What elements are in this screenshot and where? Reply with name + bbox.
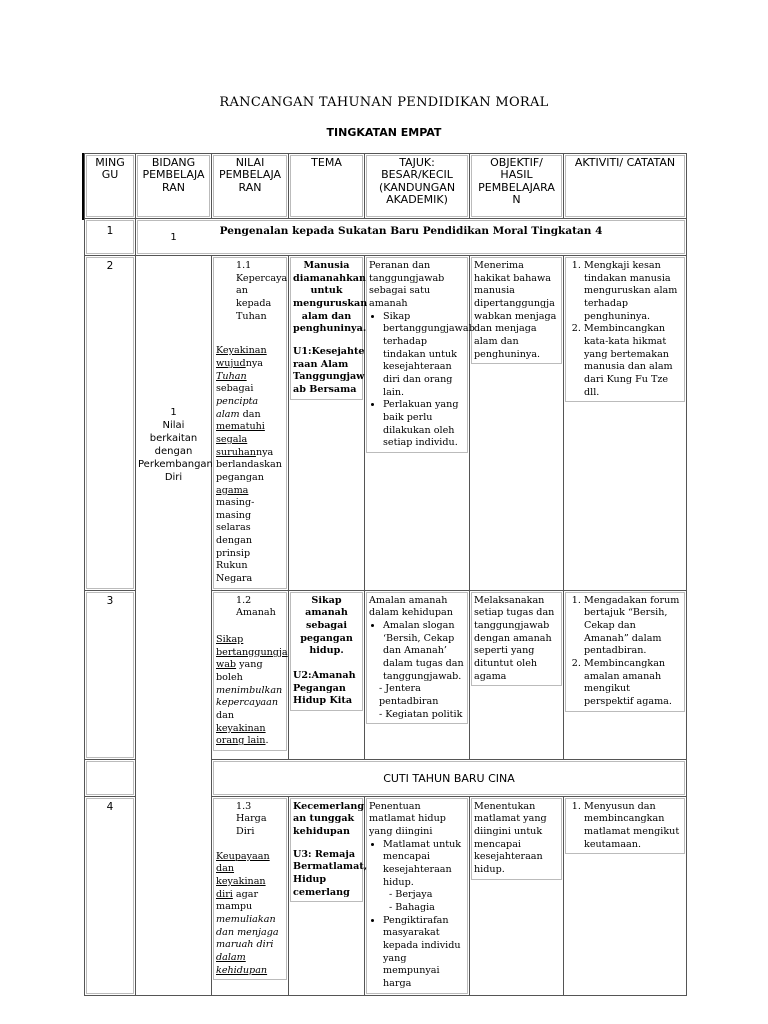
nilai-cell [213, 592, 287, 751]
bidang-number-bottom: 1 [170, 231, 177, 243]
holiday-label: CUTI TAHUN BARU CINA [213, 761, 685, 795]
tajuk-bullet: • Matlamat untuk mencapai kesejahteraan hidup. [383, 839, 465, 890]
header-tema: TEMA [290, 155, 363, 217]
objektif-cell: Menentukan matlamat yang diingini untuk mencapai kesejahteraan hidup. [471, 798, 562, 880]
nilai-number: 1.3 Harga Diri [236, 800, 267, 838]
header-objektif: OBJEKTIF/ HASIL PEMBELAJARA N [471, 155, 562, 217]
aktiviti-cell [565, 257, 685, 402]
tajuk-bullet: • Amalan slogan ‘Bersih, Cekap dan Amanah’ dalam tugas dan tanggungjawab. [383, 620, 465, 683]
tema-text: Kecemerlang an tunggak kehidupan [293, 800, 365, 838]
nilai-name: Amanah [236, 607, 276, 619]
tajuk-bullet: • Sikap bertanggungjawab terhadap tindakan untuk kesejahteraan diri dan orang lain. [383, 311, 465, 400]
week-number: 2 [86, 257, 134, 589]
bidang-number: 1 [170, 407, 177, 418]
header-aktiviti: AKTIVITI/ CATATAN [565, 155, 685, 217]
tajuk-cell [366, 592, 468, 725]
header-minggu: MING GU [86, 155, 134, 217]
unit-title: U1:Kesejahte raan Alam Tanggungjaw ab Bersama [293, 345, 365, 395]
tajuk-bullet: • Pengiktirafan masyarakat kepada individu yang mempunyai harga [383, 915, 465, 991]
unit-title: U3: Remaja Bermatlamat, Hidup cemerlang [293, 848, 368, 898]
tajuk-dash-item: - Bahagia [389, 902, 465, 915]
nilai-name: Kepercaya an kepada Tuhan [236, 272, 288, 322]
aktiviti-cell [565, 592, 685, 712]
tajuk-bullet: • Perlakuan yang baik perlu dilakukan oleh setiap individu. [383, 399, 465, 450]
aktiviti-item: 2. Membincangkan amalan amanah mengikut perspektif agama. [584, 658, 682, 709]
tema-text: Sikap amanah sebagai pegangan hidup. [300, 594, 353, 657]
header-tajuk: TAJUK: BESAR/KECIL (KANDUNGAN AKADEMIK) [366, 155, 468, 217]
objektif-cell: Melaksanakan setiap tugas dan tanggungjawab dengan amanah seperti yang dituntut oleh agama [471, 592, 562, 687]
objektif-cell: Menerima hakikat bahawa manusia dipertanggungja wabkan menjaga dan menjaga alam dan penghuninya. [471, 257, 562, 364]
nilai-number: 1.1 [236, 260, 252, 271]
header-bidang: BIDANG PEMBELAJA RAN [137, 155, 210, 217]
aktiviti-item: 1. Menyusun dan membincangkan matlamat mengikut keutamaan. [584, 801, 682, 852]
nilai-cell [213, 257, 287, 589]
week-number: 4 [86, 798, 134, 994]
tajuk-cell [366, 257, 475, 453]
aktiviti-item: 1. Mengkaji kesan tindakan manusia menguruskan alam terhadap penghuninya. [584, 260, 682, 323]
nilai-cell [213, 798, 287, 981]
week-number: 3 [86, 592, 134, 758]
tema-cell [290, 257, 368, 400]
document-title: RANCANGAN TAHUNAN PENDIDIKAN MORAL [219, 95, 549, 110]
tajuk-intro: Peranan dan tanggungjawab sebagai satu amanah [369, 260, 445, 309]
tajuk-dash-item: - Berjaya [389, 889, 465, 902]
header-row [85, 154, 687, 219]
intro-text: Pengenalan kepada Sukatan Baru Pendidikan Moral Tingkatan 4 [137, 220, 685, 254]
tema-cell [290, 592, 363, 711]
unit-title: U2:Amanah Pegangan Hidup Kita [293, 670, 356, 707]
tajuk-intro: Penentuan matlamat hidup yang diingini [369, 800, 446, 838]
aktiviti-cell [565, 798, 685, 855]
tajuk-intro: Amalan amanah dalam kehidupan [369, 594, 453, 619]
header-nilai: NILAI PEMBELAJA RAN [213, 155, 287, 217]
tajuk-cell [366, 798, 468, 994]
tajuk-dash-item: - Kegiatan politik [379, 709, 465, 722]
plan-table [84, 153, 687, 996]
aktiviti-item: 1. Mengadakan forum bertajuk “Bersih, Cekap dan Amanah” dalam pentadbiran. [584, 595, 682, 658]
nilai-definition: Keupayaan dan keyakinan diri agar mampu memuliakan dan menjaga maruah diri dalam kehidupan [216, 850, 279, 976]
document-subtitle: TINGKATAN EMPAT [326, 126, 442, 139]
tema-text: Manusia diamanahkan untuk menguruskan alam dan penghuninya. [293, 260, 368, 335]
bidang-text: Nilai berkaitan dengan Perkembangan Diri [138, 420, 213, 483]
empty-cell [86, 761, 134, 795]
aktiviti-item: 2. Membincangkan kata-kata hikmat yang bertemakan manusia dan alam dari Kung Fu Tze dll. [584, 323, 682, 399]
nilai-definition: Keyakinan wujudnya Tuhan sebagai pencipta alam dan mematuhi segala suruhannya berlandaskan pegangan agama masing-masing selaras dengan prinsip Rukun Negara [216, 345, 282, 585]
tajuk-dash-item: - Jentera pentadbiran [379, 683, 465, 708]
nilai-number: 1.2 [236, 594, 252, 606]
table-row [85, 256, 687, 591]
tema-cell [290, 798, 368, 903]
week-number: 1 [86, 220, 134, 254]
nilai-definition: Sikap bertanggungja wab yang boleh menimbulkan kepercayaan dan keyakinan orang lain. [216, 634, 288, 747]
